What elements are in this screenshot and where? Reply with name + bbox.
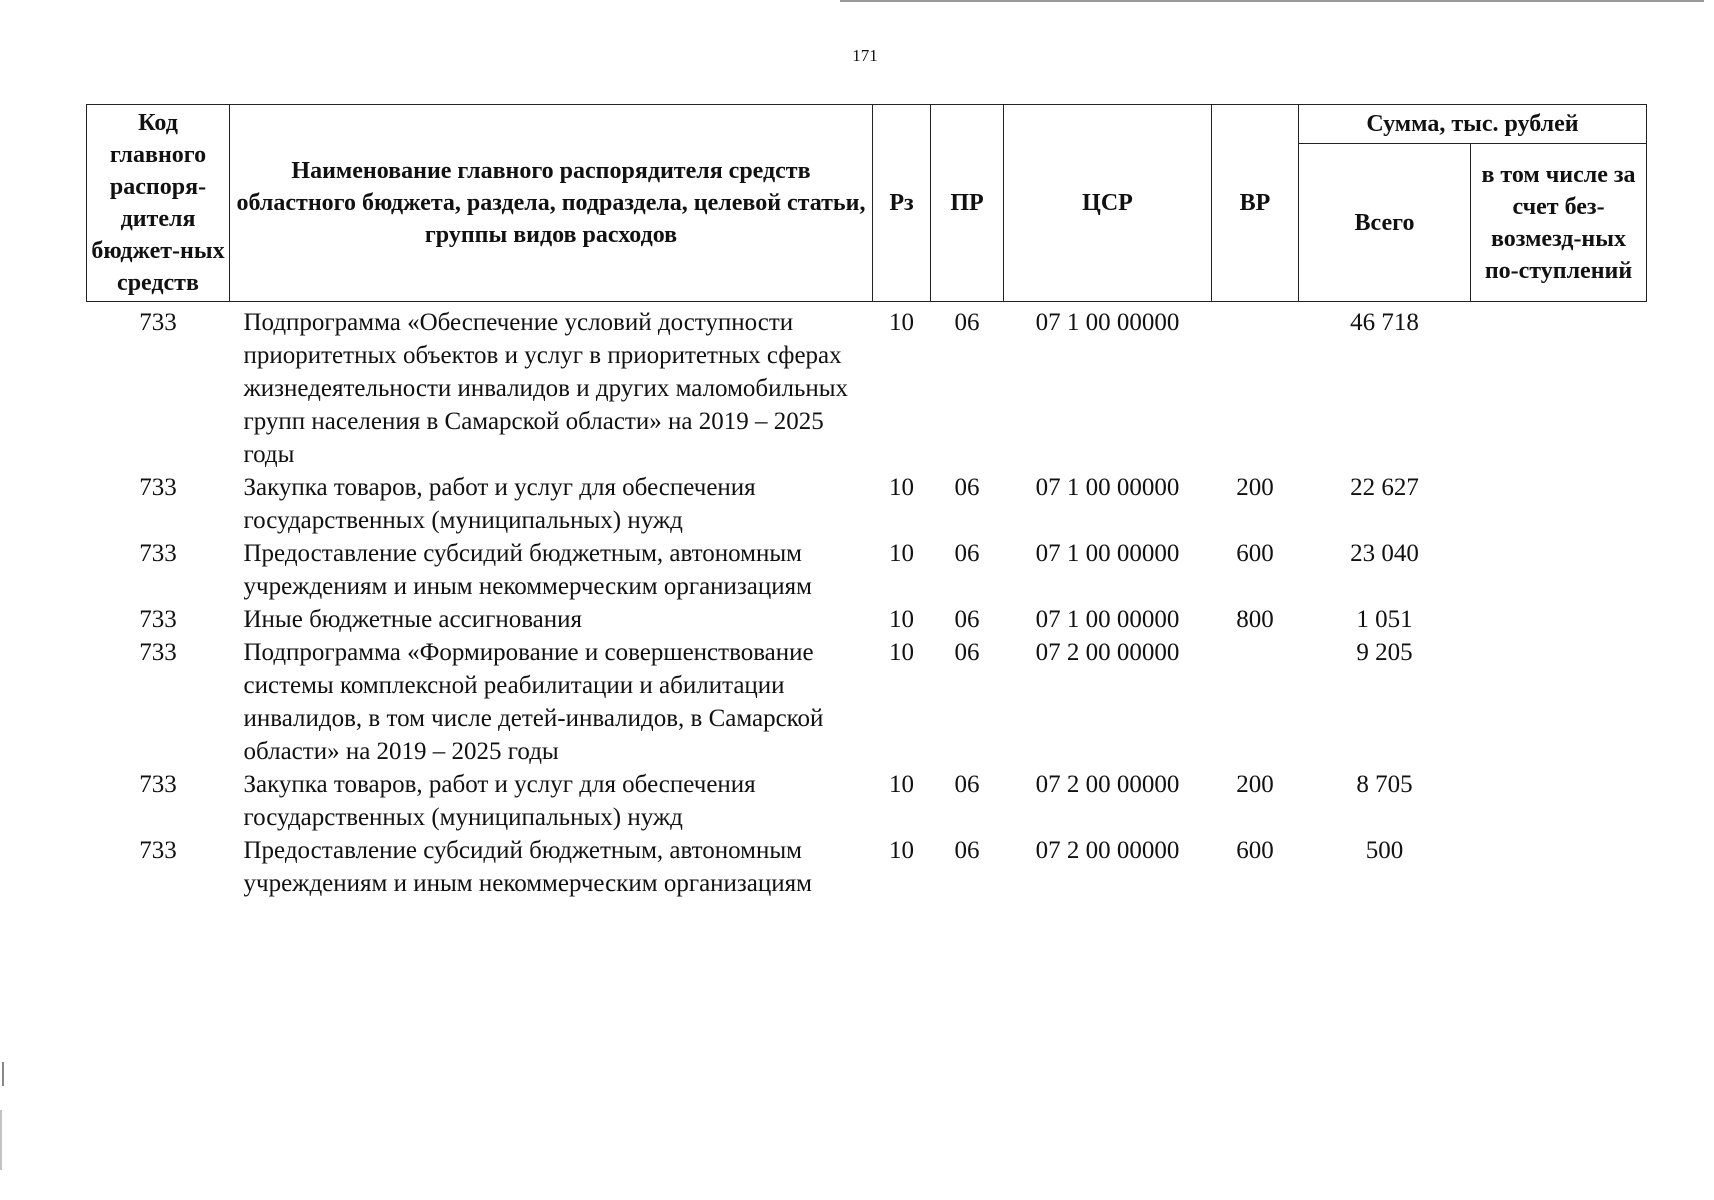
table-row — [87, 768, 1647, 834]
scan-mark — [0, 1110, 2, 1170]
header-code: Код главного распоря-дителя бюджет-ных средств — [87, 105, 230, 302]
cell-code: 733 — [139, 771, 177, 798]
cell-csr: 07 1 00 00000 — [1035, 309, 1180, 336]
header-pr: ПР — [931, 105, 1004, 302]
table-row — [87, 302, 1647, 472]
cell-pr: 06 — [954, 606, 980, 633]
cell-rz: 10 — [889, 540, 914, 567]
cell-name: Иные бюджетные ассигнования — [243, 606, 583, 633]
cell-csr: 07 1 00 00000 — [1035, 474, 1180, 501]
cell-name: Закупка товаров, работ и услуг для обеспечения государственных (муниципальных) нужд — [243, 474, 756, 534]
cell-code: 733 — [139, 540, 177, 567]
cell-incl — [1471, 768, 1647, 834]
cell-pr: 06 — [954, 309, 980, 336]
header-sum: Сумма, тыс. рублей — [1299, 105, 1647, 144]
table-row — [87, 603, 1647, 636]
header-incl: в том числе за счет без-возмезд-ных по-ступлений — [1471, 144, 1647, 302]
cell-pr: 06 — [954, 540, 980, 567]
cell-incl — [1471, 471, 1647, 537]
scan-mark — [2, 1062, 4, 1086]
cell-incl — [1471, 537, 1647, 603]
cell-total: 9 205 — [1356, 639, 1413, 666]
cell-vr — [1212, 636, 1299, 768]
cell-rz: 10 — [889, 837, 914, 864]
cell-rz: 10 — [889, 309, 914, 336]
cell-total: 8 705 — [1356, 771, 1413, 798]
cell-code: 733 — [139, 309, 177, 336]
cell-vr — [1212, 302, 1299, 472]
cell-total: 46 718 — [1350, 309, 1419, 336]
cell-incl — [1471, 302, 1647, 472]
header-total: Всего — [1299, 144, 1471, 302]
cell-pr: 06 — [954, 639, 980, 666]
top-edge-rule — [840, 0, 1704, 2]
cell-vr: 600 — [1236, 540, 1274, 567]
cell-name: Подпрограмма «Обеспечение условий доступности приоритетных объектов и услуг в приоритетных сферах жизнедеятельности инвалидов и других маломобильных групп населения в Самарской области» на 2019 – 2025 годы — [243, 309, 849, 468]
page-number: 171 — [852, 46, 878, 65]
cell-incl — [1471, 834, 1647, 900]
cell-vr: 800 — [1236, 606, 1274, 633]
header-vr: ВР — [1212, 105, 1299, 302]
table-row — [87, 636, 1647, 768]
cell-csr: 07 2 00 00000 — [1035, 639, 1180, 666]
cell-total: 1 051 — [1356, 606, 1413, 633]
cell-total: 23 040 — [1350, 540, 1419, 567]
cell-name: Закупка товаров, работ и услуг для обеспечения государственных (муниципальных) нужд — [243, 771, 756, 831]
cell-rz: 10 — [889, 771, 914, 798]
cell-pr: 06 — [954, 771, 980, 798]
cell-rz: 10 — [889, 606, 914, 633]
cell-csr: 07 1 00 00000 — [1035, 540, 1180, 567]
cell-pr: 06 — [954, 474, 980, 501]
cell-vr: 200 — [1236, 474, 1274, 501]
table-header — [87, 105, 1647, 302]
cell-rz: 10 — [889, 639, 914, 666]
cell-rz: 10 — [889, 474, 914, 501]
cell-csr: 07 2 00 00000 — [1035, 837, 1180, 864]
cell-code: 733 — [139, 837, 177, 864]
cell-vr: 200 — [1236, 771, 1274, 798]
cell-name: Предоставление субсидий бюджетным, автономным учреждениям и иным некоммерческим организациям — [243, 837, 812, 897]
cell-total: 22 627 — [1350, 474, 1419, 501]
cell-csr: 07 1 00 00000 — [1035, 606, 1180, 633]
cell-total: 500 — [1365, 837, 1404, 864]
cell-code: 733 — [139, 474, 177, 501]
cell-name: Подпрограмма «Формирование и совершенствование системы комплексной реабилитации и абилитации инвалидов, в том числе детей-инвалидов, в Самарской области» на 2019 – 2025 годы — [243, 639, 824, 765]
header-csr: ЦСР — [1004, 105, 1212, 302]
cell-code: 733 — [139, 606, 177, 633]
table-row — [87, 537, 1647, 603]
cell-code: 733 — [139, 639, 177, 666]
cell-incl — [1471, 603, 1647, 636]
table-body — [87, 302, 1647, 901]
cell-vr: 600 — [1236, 837, 1274, 864]
cell-name: Предоставление субсидий бюджетным, автономным учреждениям и иным некоммерческим организациям — [243, 540, 812, 600]
header-name: Наименование главного распорядителя средств областного бюджета, раздела, подраздела, целевой статьи, группы видов расходов — [230, 105, 873, 302]
cell-pr: 06 — [954, 837, 980, 864]
header-rz: Рз — [873, 105, 931, 302]
table-row — [87, 471, 1647, 537]
cell-incl — [1471, 636, 1647, 768]
budget-table — [86, 104, 1647, 900]
table-row — [87, 834, 1647, 900]
cell-csr: 07 2 00 00000 — [1035, 771, 1180, 798]
